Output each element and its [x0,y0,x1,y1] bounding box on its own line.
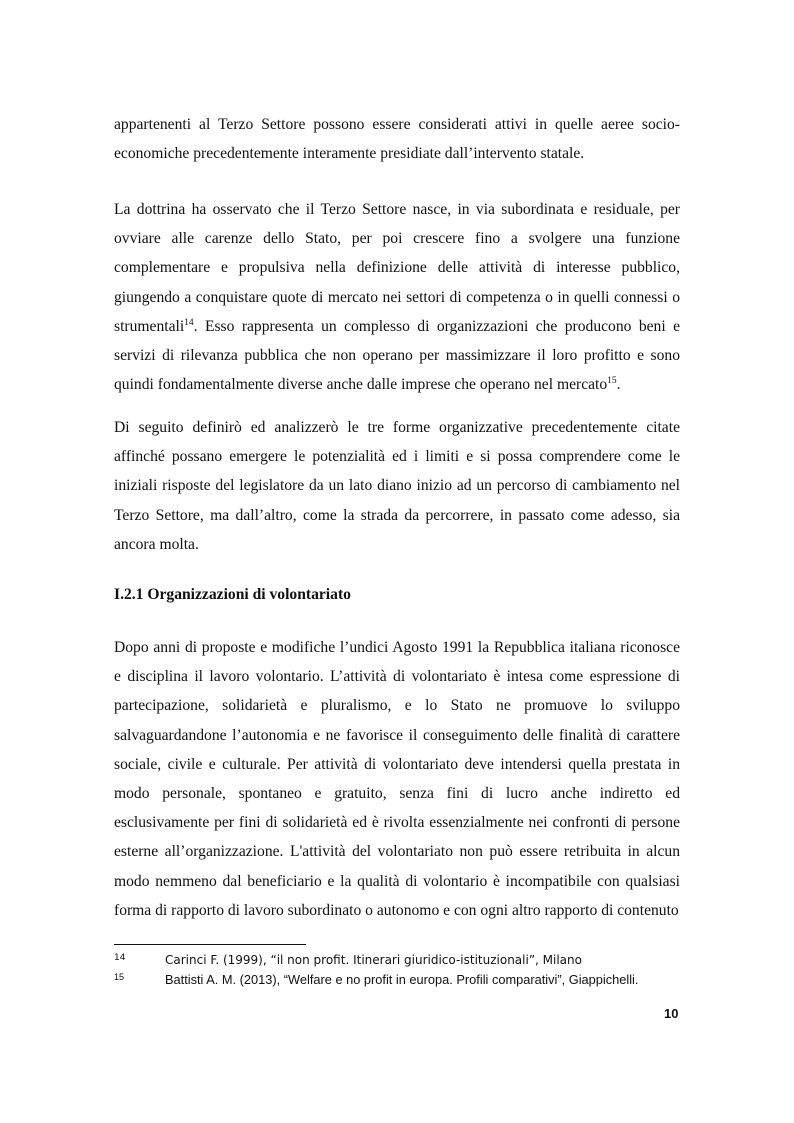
footnote-ref-14[interactable]: 14 [184,317,194,328]
body-paragraph-4 [114,633,680,925]
body-paragraph-1 [114,110,680,168]
paragraph-text: Di seguito definirò ed analizzerò le tre forme organizzative precedentemente citate affinché possano emergere le potenzialità ed i limiti e si possa comprendere come le iniziali risposte del legislatore da un lato diano inizio ad un percorso di cambiamento nel Terzo Settore, ma dall’altro, come la strada da percorrere, in passato come adesso, sia ancora molta. [114,419,680,553]
footnote-separator [114,944,306,945]
section-heading: I.2.1 Organizzazioni di volontariato [114,586,351,603]
footnote-text: Battisti A. M. (2013), “Welfare e no profit in europa. Profili comparativi”, Giappichelli. [165,972,639,987]
footnote-ref-15[interactable]: 15 [607,376,617,387]
footnote-number: 15 [114,972,125,982]
paragraph-text [114,195,680,399]
page-number: 10 [664,1006,679,1021]
footnote-text: Carinci F. (1999), “il non profit. Itinerari giuridico-istituzionali”, Milano [165,953,582,967]
footnote-number: 14 [114,953,126,963]
body-paragraph-2 [114,195,680,399]
body-paragraph-3 [114,413,680,559]
paragraph-text-part: . Esso rappresenta un complesso di organizzazioni che producono beni e servizi di rilevanza pubblica che non operano per massimizzare il loro profitto e sono quindi fondamentalmente diverse anche dalle imprese che operano nel mercato [114,317,680,394]
footnote-15 [114,971,638,988]
footnote-14 [114,952,582,969]
paragraph-text-part: La dottrina ha osservato che il Terzo Settore nasce, in via subordinata e residuale, per ovviare alle carenze dello Stato, per poi crescere fino a svolgere una funzione complementare e propulsiva nella definizione delle attività di interesse pubblico, giungendo a conquistare quote di mercato nei settori di competenza o in quelli connessi o strumentali [114,201,680,335]
paragraph-text: Dopo anni di proposte e modifiche l’undici Agosto 1991 la Repubblica italiana riconosce e disciplina il lavoro volontario. L’attività di volontariato è intesa come espressione di partecipazione, solidarietà e pluralismo, e lo Stato ne promuove lo sviluppo salvaguardandone l’autonomia e ne favorisce il conseguimento delle finalità di carattere sociale, civile e culturale. Per attività di volontariato deve intendersi quella prestata in modo personale, spontaneo e gratuito, senza fini di lucro anche indiretto ed esclusivamente per fini di solidarietà ed è rivolta essenzialmente nei confronti di persone esterne all’organizzazione. L'attività del volontariato non può essere retribuita in alcun modo nemmeno dal beneficiario e la qualità di volontario è incompatibile con qualsiasi forma di rapporto di lavoro subordinato o autonomo e con ogni altro rapporto di contenuto [114,639,680,919]
paragraph-text: appartenenti al Terzo Settore possono essere considerati attivi in quelle aeree socio-economiche precedentemente interamente presidiate dall’intervento statale. [114,116,680,163]
paragraph-text-part: . [616,376,621,394]
